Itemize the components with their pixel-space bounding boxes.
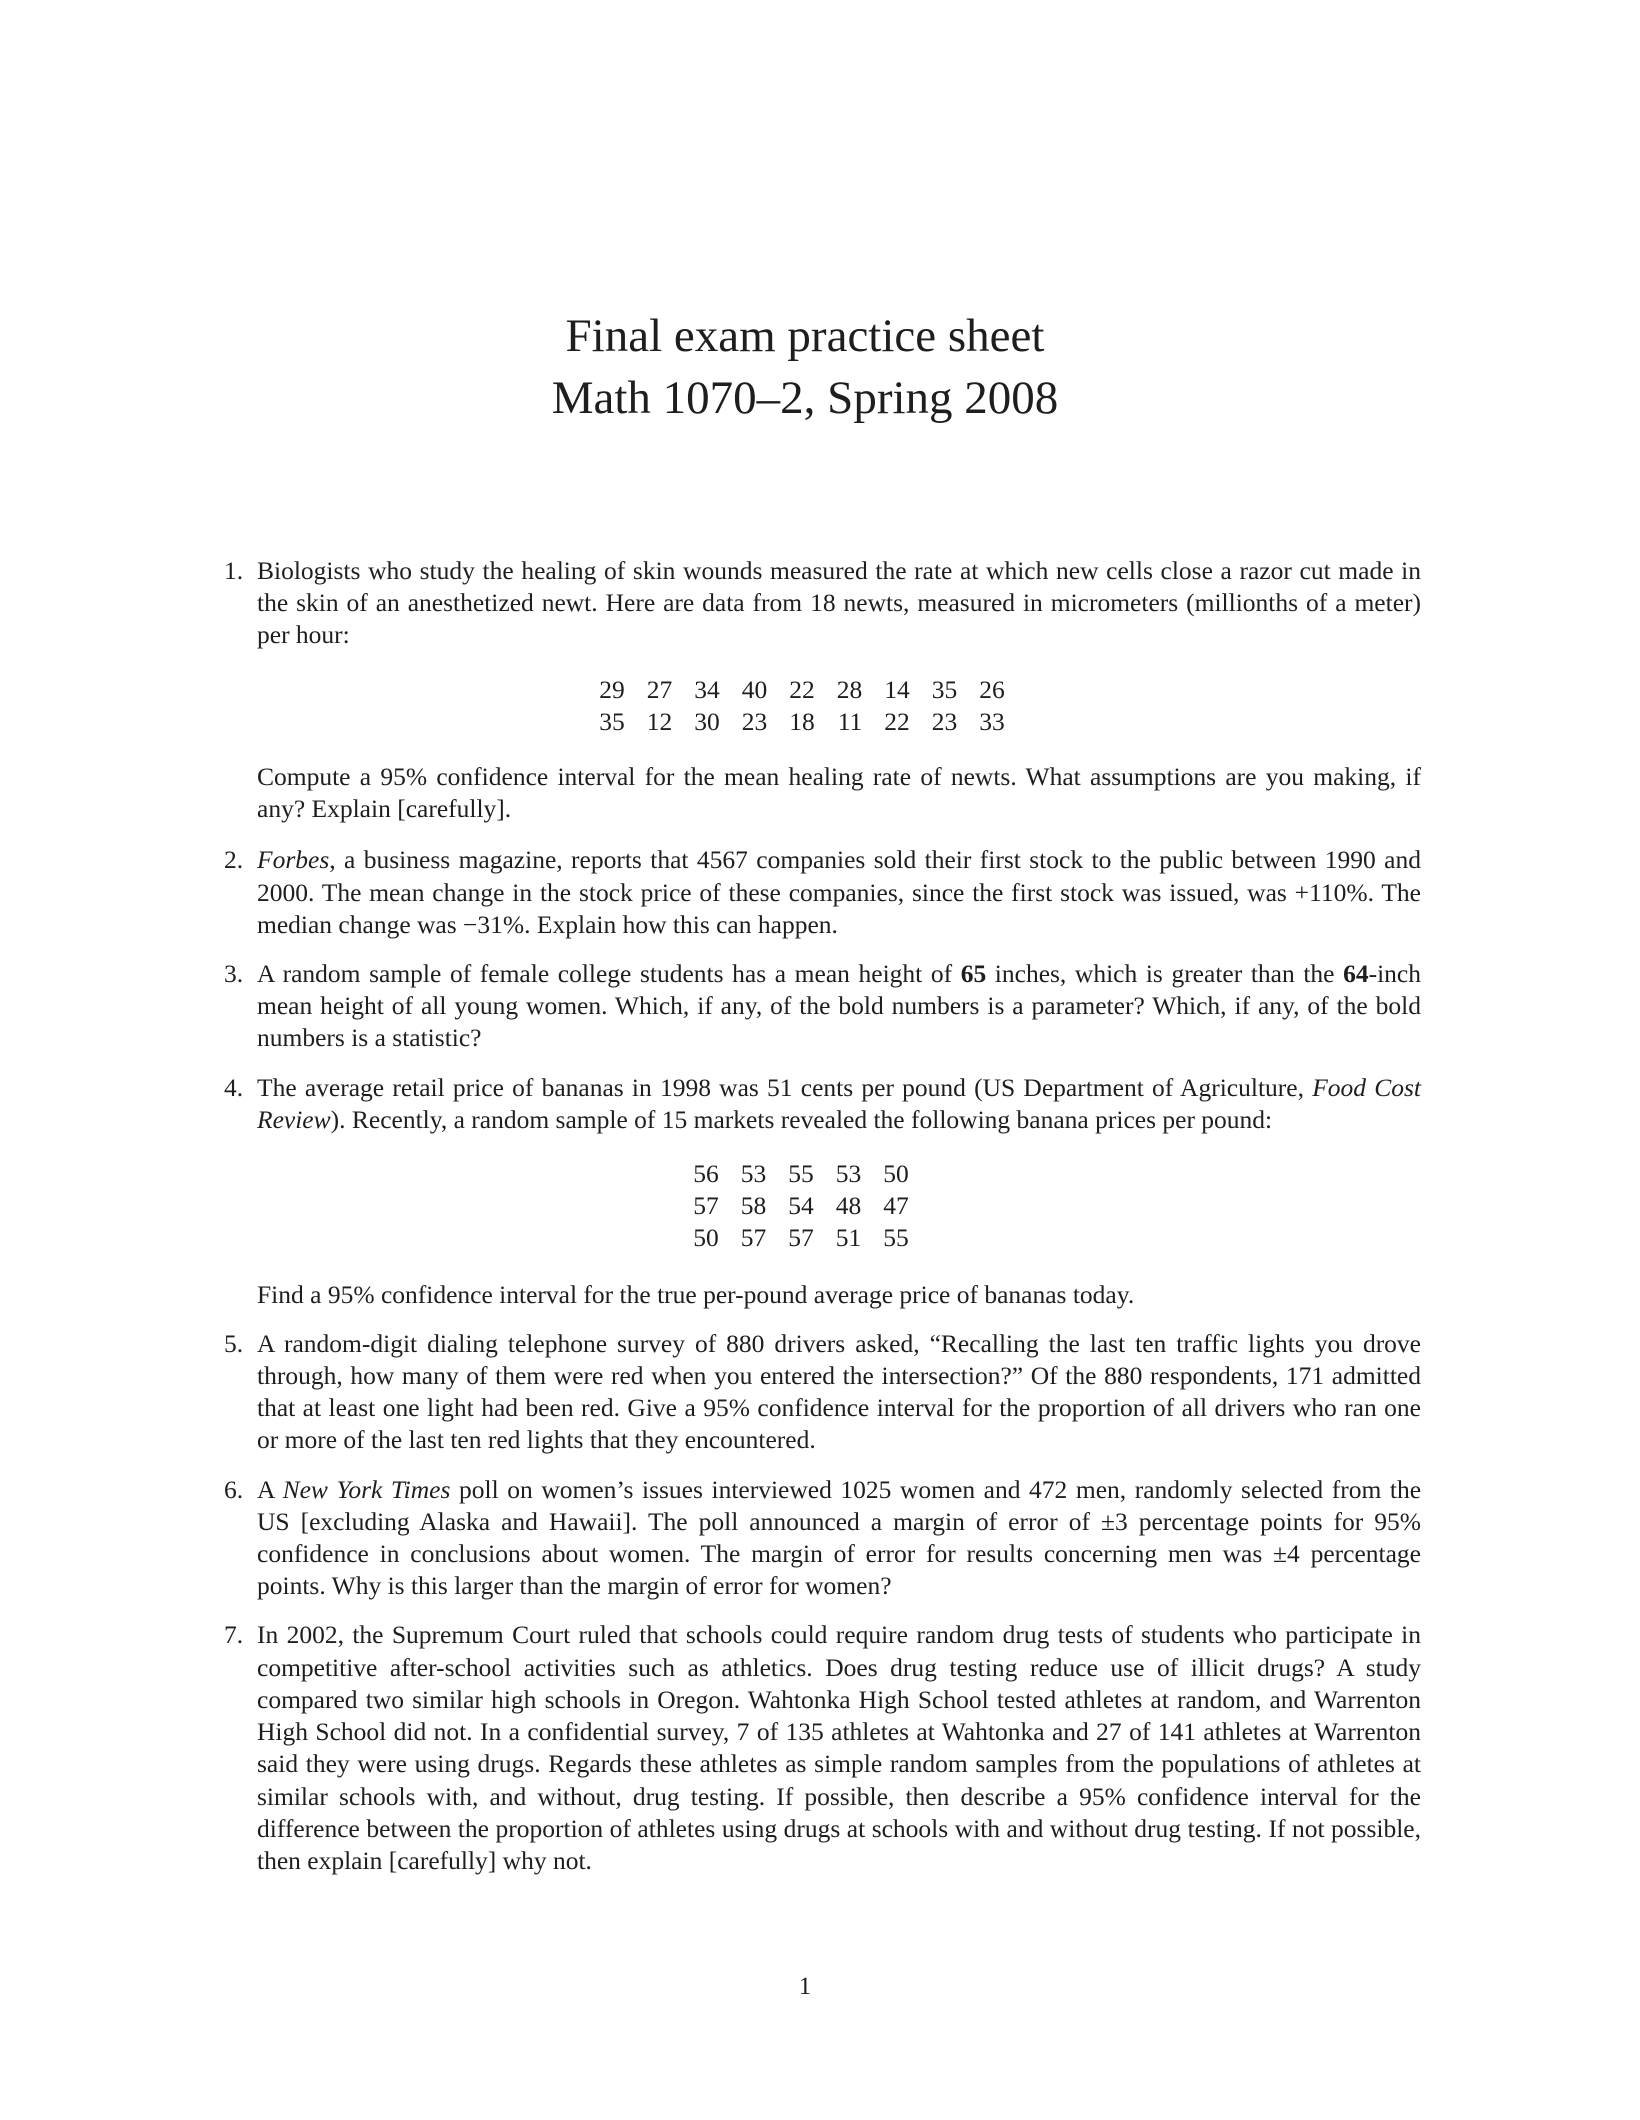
page-number: 1 bbox=[798, 1973, 812, 2000]
problem-6 bbox=[224, 1474, 1421, 1603]
data-cell: 22 bbox=[789, 674, 815, 704]
data-cell: 47 bbox=[883, 1191, 909, 1221]
data-cell: 28 bbox=[836, 674, 863, 704]
data-cell: 30 bbox=[694, 706, 720, 736]
data-cell: 55 bbox=[788, 1159, 814, 1189]
problem-1 bbox=[224, 555, 1421, 825]
data-cell: 50 bbox=[883, 1159, 909, 1189]
bold-number: 65 bbox=[960, 959, 987, 989]
problem-list bbox=[224, 555, 1421, 1877]
problem-text bbox=[257, 1474, 1421, 1603]
title-block bbox=[0, 305, 1610, 429]
data-row bbox=[588, 706, 1016, 738]
data-cell: 57 bbox=[740, 1223, 767, 1253]
data-cell: 27 bbox=[646, 674, 673, 704]
problem-number: 3. bbox=[224, 959, 244, 989]
problem-text-part: The average retail price of bananas in 1998 was 51 cents per pound (US Department of Agriculture, bbox=[257, 1072, 1313, 1102]
data-table bbox=[682, 1158, 920, 1255]
data-cell: 29 bbox=[599, 674, 625, 704]
problem-text-part: A bbox=[257, 1474, 283, 1504]
problem-number: 1. bbox=[224, 556, 244, 585]
problem-text bbox=[257, 958, 1421, 1055]
problem-text-part: -inch mean height of all young women. Which, if any, of the bold numbers is a parameter? Which, if any, of the bold numbers is a statistic? bbox=[257, 959, 1421, 1053]
problem-text-part: inches, which is greater than the bbox=[986, 959, 1344, 989]
problem-text: Biologists who study the healing of skin wounds measured the rate at which new cells close a razor cut made in the skin of an anesthetized newt. Here are data from 18 newts, measured in micrometers (millionths of a meter) per hour: bbox=[257, 556, 1421, 650]
data-cell: 14 bbox=[884, 674, 910, 704]
data-cell: 34 bbox=[694, 674, 720, 704]
data-row bbox=[682, 1222, 920, 1254]
problem-number: 5. bbox=[224, 1328, 244, 1358]
bold-number: 64 bbox=[1343, 959, 1369, 989]
data-cell: 56 bbox=[693, 1159, 719, 1189]
problem-number: 4. bbox=[224, 1072, 244, 1102]
problem-5 bbox=[224, 1328, 1421, 1457]
data-cell: 57 bbox=[788, 1223, 814, 1253]
problem-text: In 2002, the Supremum Court ruled that schools could require random drug tests of students who participate in competitive after-school activities such as athletics. Does drug testing reduce use of illicit drugs? A study compared two similar high schools in Oregon. Wahtonka High School tested athletes at random, and Warrenton High School did not. In a confidential survey, 7 of 135 athletes at Wahtonka and 27 of 141 athletes at Warrenton said they were using drugs. Regards these athletes as simple random samples from the populations of athletes at similar schools with, and without, drug testing. If possible, then describe a 95% confidence interval for the difference between the proportion of athletes using drugs at schools with and without drug testing. If not possible, then explain [carefully] why not. bbox=[257, 1620, 1421, 1875]
data-table bbox=[588, 674, 1016, 738]
data-cell: 55 bbox=[883, 1223, 909, 1253]
data-cell: 26 bbox=[979, 674, 1005, 704]
data-cell: 58 bbox=[740, 1191, 767, 1221]
data-cell: 35 bbox=[931, 674, 958, 704]
data-cell: 12 bbox=[646, 706, 673, 736]
data-row bbox=[682, 1190, 920, 1222]
data-cell: 18 bbox=[789, 706, 815, 736]
data-cell: 53 bbox=[835, 1159, 862, 1189]
problem-2 bbox=[224, 844, 1421, 941]
data-row bbox=[588, 674, 1016, 706]
data-cell: 57 bbox=[693, 1191, 719, 1221]
problem-number: 7. bbox=[224, 1620, 244, 1650]
problem-3 bbox=[224, 958, 1421, 1055]
data-cell: 22 bbox=[884, 706, 910, 736]
magazine-name: Forbes bbox=[257, 845, 330, 875]
problem-4 bbox=[224, 1072, 1421, 1311]
problem-text-body: , a business magazine, reports that 4567 companies sold their first stock to the public between 1990 and 2000. The mean change in the stock price of these companies, since the first stock was issued, was +110%. The median change was −31%. Explain how this can happen. bbox=[257, 845, 1421, 939]
page-title: Final exam practice sheet bbox=[565, 310, 1045, 362]
problem-question: Find a 95% confidence interval for the true per-pound average price of bananas today. bbox=[257, 1279, 1135, 1309]
data-cell: 23 bbox=[741, 706, 768, 736]
data-cell: 48 bbox=[835, 1191, 862, 1221]
problem-text-part: ). Recently, a random sample of 15 markets revealed the following banana prices per pound: bbox=[330, 1104, 1273, 1134]
data-cell: 23 bbox=[931, 706, 958, 736]
problem-text bbox=[257, 1072, 1421, 1136]
data-cell: 51 bbox=[835, 1223, 862, 1253]
problem-7 bbox=[224, 1619, 1421, 1877]
problem-text-part: poll on women’s issues interviewed 1025 women and 472 men, randomly selected from the US [excluding Alaska and Hawaii]. The poll announced a margin of error of ±3 percentage points for 95% confidence in conclusions about women. The margin of error for results concerning men was ±4 percentage points. Why is this larger than the margin of error for women? bbox=[257, 1474, 1422, 1601]
problem-text-part: A random sample of female college students has a mean height of bbox=[257, 959, 961, 989]
data-cell: 33 bbox=[979, 706, 1005, 736]
problem-text bbox=[257, 844, 1421, 941]
data-cell: 53 bbox=[740, 1159, 767, 1189]
problem-number: 2. bbox=[224, 845, 244, 875]
data-cell: 54 bbox=[788, 1191, 814, 1221]
data-cell: 40 bbox=[741, 674, 768, 704]
data-row bbox=[682, 1158, 920, 1190]
page-subtitle: Math 1070–2, Spring 2008 bbox=[551, 372, 1059, 424]
source-title: New York Times bbox=[282, 1474, 451, 1504]
data-cell: 11 bbox=[837, 706, 863, 736]
problem-number: 6. bbox=[224, 1474, 244, 1504]
source-title: Food Cost Review bbox=[257, 1072, 1421, 1134]
data-cell: 35 bbox=[599, 706, 625, 736]
data-cell: 50 bbox=[693, 1223, 719, 1253]
problem-question: Compute a 95% confidence interval for the mean healing rate of newts. What assumptions are you making, if any? Explain [carefully]. bbox=[257, 762, 1421, 824]
problem-text: A random-digit dialing telephone survey of 880 drivers asked, “Recalling the last ten traffic lights you drove through, how many of them were red when you entered the intersection?” Of the 880 respondents, 171 admitted that at least one light had been red. Give a 95% confidence interval for the proportion of all drivers who ran one or more of the last ten red lights that they encountered. bbox=[257, 1328, 1421, 1455]
